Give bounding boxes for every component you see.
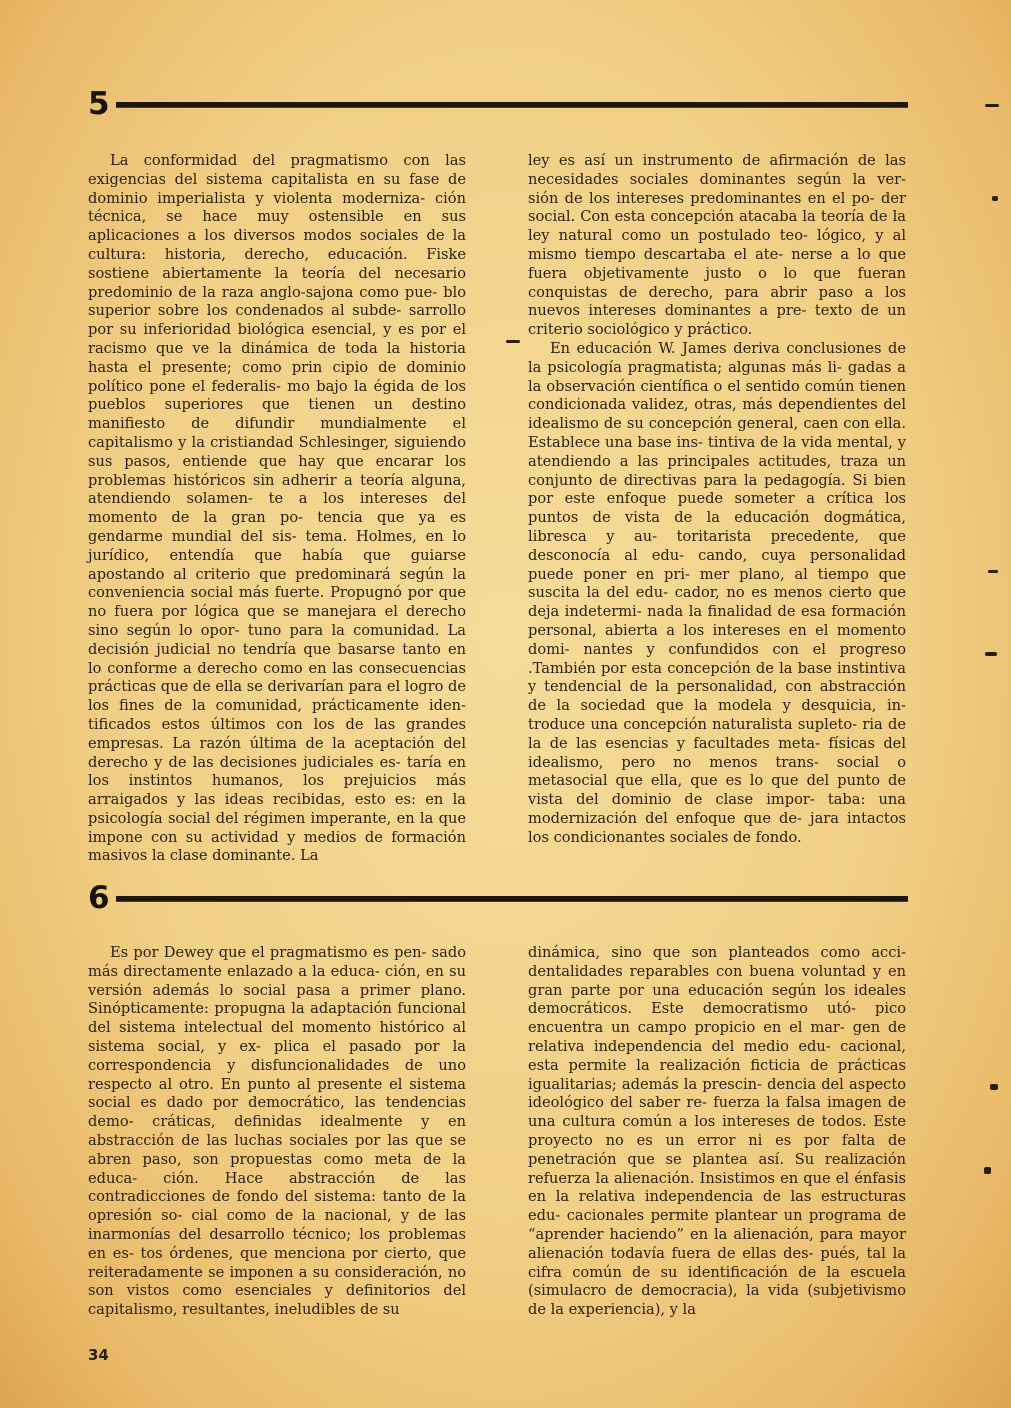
- margin-speck: [984, 1167, 991, 1174]
- section-number: 6: [88, 880, 110, 916]
- margin-speck: [506, 340, 520, 343]
- margin-speck: [990, 1084, 998, 1090]
- section-6-left-column: [88, 944, 466, 1320]
- paragraph: En educación W. James deriva conclusiones de la psicología pragmatista; algunas más li- gadas a la observación científica o el sentido común tienen condicionada validez, otras, más dependientes del idealismo de su concepción general, caen con ella. Establece una base ins- tintiva de la vida mental, y atendiendo a las principales actitudes, traza un conjunto de directivas para la pedagogía. Si bien por este enfoque puede someter a crítica los puntos de vista de la educación dogmática, libresca y au- toritarista precedente, que desconocía al edu- cando, cuya personalidad puede poner en pri- mer plano, al tiempo que suscita la del edu- cador, no es menos cierto que deja indetermi- nada la finalidad de esa formación personal, abierta a los intereses en el momento domi- nantes y confundidos con el progreso .También por esta concepción de la base instintiva y tendencial de la personalidad, con abstracción de la sociedad que la modela y desquicia, in- troduce una concepción naturalista supleto- ria de la de las esencias y facultades meta- físicas del idealismo, pero no menos trans- social o metasocial que ella, que es lo que del punto de vista del dominio de clase impor- taba: una modernización del enfoque que de- jara intactos los condicionantes sociales de fondo.: [528, 339, 906, 846]
- paragraph: ley es así un instrumento de afirmación de las necesidades sociales dominantes según la ver- sión de los intereses predominantes en el po- der social. Con esta concepción atacaba la teoría de la ley natural como un postulado teo- lógico, y al mismo tiempo descartaba el ate- nerse a lo que fuera objetivamente justo o lo que fueran conquistas de derecho, para abrir paso a los nuevos intereses dominantes a pre- texto de un criterio sociológico y práctico.: [528, 152, 906, 339]
- section-6-header: [88, 880, 908, 920]
- margin-speck: [985, 104, 999, 107]
- margin-speck: [992, 196, 998, 201]
- paragraph: Es por Dewey que el pragmatismo es pen- sado más directamente enlazado a la educa- ción, en su versión además lo social pasa a primer plano. Sinópticamente: propugna la adaptación funcional del sistema intelectual del momento histórico al sistema social, y ex- plica el pasado por la correspondencia y disfuncionalidades de uno respecto al otro. En punto al presente el sistema social es dado por democrático, las tendencias demo- cráticas, definidas idealmente y en abstracción de las luchas sociales por las que se abren paso, son propuestas como meta de la educa- ción. Hace abstracción de las contradicciones de fondo del sistema: tanto de la opresión so- cial como de la nacional, y de las inarmonías del desarrollo técnico; los problemas en es- tos órdenes, que menciona por cierto, que reiteradamente se imponen a su consideración, no son vistos como esenciales y definitorios del capitalismo, resultantes, ineludibles de su: [88, 944, 466, 1319]
- section-divider: [116, 896, 908, 902]
- section-number: 5: [88, 86, 110, 122]
- section-6-right-column: [528, 944, 906, 1320]
- paragraph: La conformidad del pragmatismo con las exigencias del sistema capitalista en su fase de dominio imperialista y violenta moderniza- ción técnica, se hace muy ostensible en sus aplicaciones a los diversos modos sociales de la cultura: historia, derecho, educación. Fiske sostiene abiertamente la teoría del necesario predominio de la raza anglo-sajona como pue- blo superior sobre los condenados al subde- sarrollo por su inferioridad biológica esencial, y es por el racismo que ve la dinámica de toda la historia hasta el presente; como prin cipio de dominio político pone el federalis- mo bajo la égida de los pueblos superiores que tienen un destino manifiesto de difundir mundialmente el capitalismo y la cristiandad Schlesinger, siguiendo sus pasos, entiende que hay que encarar los problemas históricos sin adherir a teoría alguna, atendiendo solamen- te a los intereses del momento de la gran po- tencia que ya es gendarme mundial del sis- tema. Holmes, en lo jurídico, entendía que había que guiarse apostando al criterio que predominará según la conveniencia social más fuerte. Propugnó por que no fuera por lógica que se manejara el derecho sino según lo opor- tuno para la comunidad. La decisión judicial no tendría que basarse tanto en lo conforme a derecho como en las consecuencias prácticas que de ella se derivarían para el logro de los fines de la comunidad, prácticamente iden- tificados estos últimos con los de las grandes empresas. La razón última de la aceptación del derecho y de las decisiones judiciales es- taría en los instintos humanos, los prejuicios más arraigados y las ideas recibidas, esto es: en la psicología social del régimen imperante, en la que impone con su actividad y medios de formación masivos la clase dominante. La: [88, 152, 466, 865]
- section-5-header: [88, 86, 908, 126]
- section-5-left-column: [88, 152, 466, 866]
- paragraph: dinámica, sino que son planteados como acci- dentalidades reparables con buena voluntad y en gran parte por una educación según los ideales democráticos. Este democratismo utó- pico encuentra un campo propicio en el mar- gen de relativa independencia del medio edu- cacional, esta permite la realización ficticia de prácticas igualitarias; además la prescin- dencia del aspecto ideológico del saber re- fuerza la falsa imagen de una cultura común a los intereses de todos. Este proyecto no es un error ni es por falta de penetración que se plantea así. Su realización refuerza la alienación. Insistimos en que el énfasis en la relativa independencia de las estructuras edu- cacionales permite plantear un programa de “aprender haciendo” en la alienación, para mayor alienación todavía fuera de ellas des- pués, tal la cifra común de su identificación de la escuela (simulacro de democracia), la vida (subjetivismo de la experiencia), y la: [528, 944, 906, 1319]
- page-number: 34: [88, 1346, 109, 1364]
- margin-speck: [988, 570, 998, 573]
- margin-speck: [985, 652, 997, 656]
- section-5-right-column: [528, 152, 906, 847]
- section-divider: [116, 102, 908, 108]
